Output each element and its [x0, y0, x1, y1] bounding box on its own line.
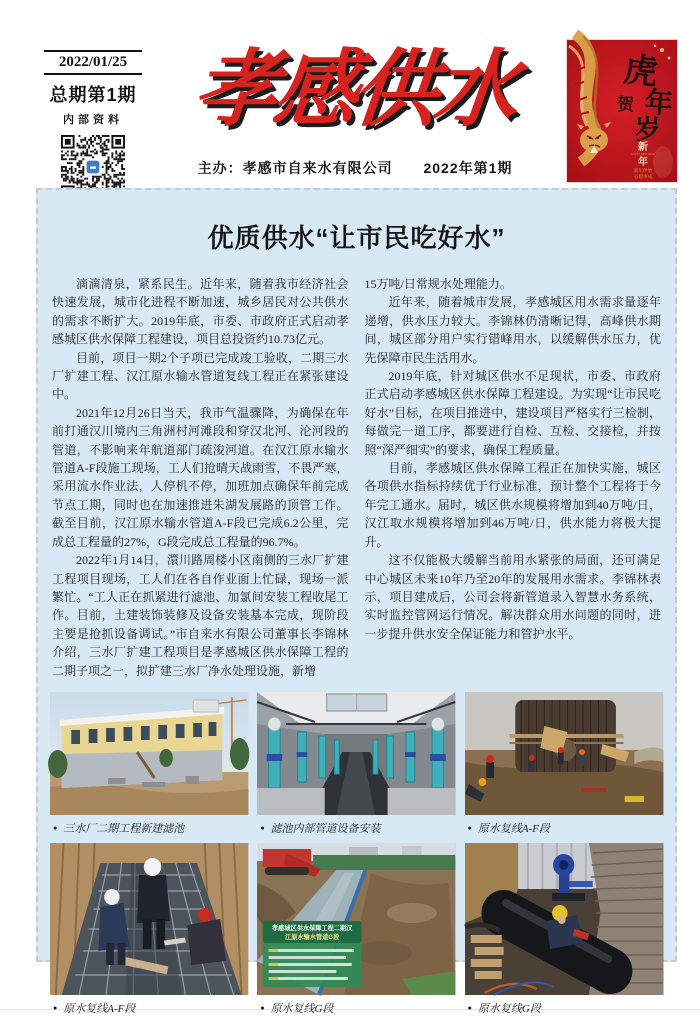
organizer-line [130, 158, 580, 178]
photo-canal-trench [257, 843, 455, 1023]
paragraph: 2021年12月26日当天，我市气温骤降，为确保在年前打通汉川境内三角洲村河滩段和穿汉北河、沦河段的管道，不影响来年航道部门疏浚河道。在汉江原水输水管道A-F段施工现场，工人们抢晴天战雨雪，不畏严寒，采用流水作业法，人停机不停，加班加点确保年前完成节点工期，同时也在加速推进朱湖发展路的顶管工作。截至目前，汉江原水输水管道A-F段已完成6.2公里，完成总工程量的27%，G段完成总工程量的96.7%。 [52, 405, 349, 549]
photo-caption: ● 原水复线A-F段 [467, 822, 550, 835]
paragraph: 2022年1月14日，澴川路周楼小区南侧的三水厂扩建工程项目现场，工人们在各自作业面上忙碌，现场一派繁忙。“工人正在抓紧进行滤池、加氯间安装工程收尾工作。目前，土建装饰装修及设备安装基本完成，现阶段主要是抢抓设备调试。”市自来水有限公司董事长李锦林介绍，三水厂扩建工程项目是孝感城区供水保障工程的二期子项之一，拟扩建三水厂净水处理设施，新增 [52, 553, 349, 678]
issue-info-block [44, 50, 142, 204]
internal-material-label: 内部资料 [63, 114, 123, 126]
photo-caption: ● 原水复线A-F段 [53, 1002, 136, 1015]
tiger-poster-image [567, 40, 677, 182]
content-box [36, 188, 677, 1015]
poster-blessing-1: 新年伊始 [633, 168, 653, 173]
photo-pipe-pit-worker-image [465, 843, 663, 995]
poster-nian2: 年 [638, 157, 648, 168]
sign-title-line1: 孝感城区供水保障工程二期汉 [272, 924, 353, 932]
paragraph: 2019年底，针对城区供水不足现状，市委、市政府正式启动孝感城区供水保障工程建设。为实现“让市民吃好水”目标，在项目推进中，建设项目严格实行三检制，每做完一道工序，都要进行自检、互检、交接检，并按照“深严细实”的要求，确保工程质量。 [364, 369, 661, 457]
paragraph: 目前，孝感城区供水保障工程正在加快实施，城区各项供水指标持续优于行业标准，预计整个工程将于今年完工通水。届时，城区供水规模将增加到40万吨/日，汉江取水规模将增加到46万吨/日，供水能力将极大提升。 [364, 461, 661, 549]
photo-caption: ● 原水复线G段 [467, 1002, 541, 1015]
paragraph: 15万吨/日常规水处理能力。 [364, 277, 512, 291]
issue-date: 2022/01/25 [44, 50, 142, 75]
poster-xin: 新 [638, 142, 648, 153]
article-title: 优质供水“让市民吃好水” [207, 223, 506, 253]
bullet-icon: ● [260, 823, 265, 832]
article-column-right [365, 275, 662, 680]
photo-rebar-tank-site [465, 692, 663, 843]
photo-rebar-mesh-workers [50, 843, 248, 1023]
paragraph: 这不仅能极大缓解当前用水紧张的局面，还可满足中心城区未来10年乃至20年的发展用水需求。李锦林表示，项目建成后，公司会将新管道录入智慧水务系统，实时监控管网运行情况。解决群众用水问题的同时，进一步提升供水安全保证能力和管护水平。 [364, 553, 661, 641]
bullet-icon: ● [467, 823, 472, 832]
poster-happy-new-year: HAPPY NEW YEAR [631, 153, 655, 156]
poster-blessing-2: 心想事成 [633, 174, 653, 179]
photo-canal-trench-image [257, 843, 455, 995]
organizer-text: 主办：孝感市自来水有限公司 [197, 160, 393, 176]
issue-number: 2022年第1期 [423, 160, 513, 176]
poster-char-sui: 岁 [634, 114, 662, 145]
poster-char-nian: 年 [643, 87, 674, 121]
bullet-icon: ● [467, 1003, 472, 1012]
poster-char-hu: 虎 [621, 51, 660, 93]
bullet-icon: ● [53, 1003, 58, 1012]
paragraph: 目前，项目一期2个子项已完成竣工验收，二期三水厂扩建工程、汉江原水输水管道复线工程正在紧张建设中。 [52, 350, 349, 402]
photo-filter-plant-building-image [50, 692, 248, 815]
photo-rebar-mesh-workers-image [50, 843, 248, 995]
article-column-left [52, 275, 349, 680]
photo-filter-plant-building [50, 692, 248, 843]
paragraph: 滴滴清泉，紧系民生。近年来，随着我市经济社会快速发展，城市化进程不断加速，城乡居民对公共供水的需求不断扩大。2019年底，市委、市政府正式启动孝感城区供水保障工程建设，项目总投资约10.73亿元。 [52, 277, 349, 347]
photo-grid [50, 692, 663, 1023]
photo-caption: ● 三水厂二期工程新建滤池 [53, 822, 185, 835]
article-body [50, 275, 663, 680]
paragraph: 近年来，随着城市发展，孝感城区用水需求量逐年递增，供水压力较大。李锦林仍清晰记得，高峰供水期间，城区部分用户实行错峰用水，以缓解供水压力，优先保障市民生活用水。 [364, 295, 661, 365]
bullet-icon: ● [53, 823, 58, 832]
tiger-new-year-poster [567, 40, 677, 182]
issue-total: 总期第1期 [49, 85, 137, 105]
photo-pipe-pit-worker [465, 843, 663, 1023]
sign-title-line2: 江原水输水管道G段 [285, 933, 340, 941]
photo-caption: ● 原水复线G段 [260, 1002, 334, 1015]
masthead-title: 孝感供水 [188, 40, 520, 138]
photo-pipe-hall-image [257, 692, 455, 815]
photo-caption: ● 滤池内部管道设备安装 [260, 822, 381, 835]
poster-char-he: 贺 [617, 95, 634, 114]
photo-pipe-hall [257, 692, 455, 843]
photo-rebar-tank-site-image [465, 692, 663, 815]
bullet-icon: ● [260, 1003, 265, 1012]
